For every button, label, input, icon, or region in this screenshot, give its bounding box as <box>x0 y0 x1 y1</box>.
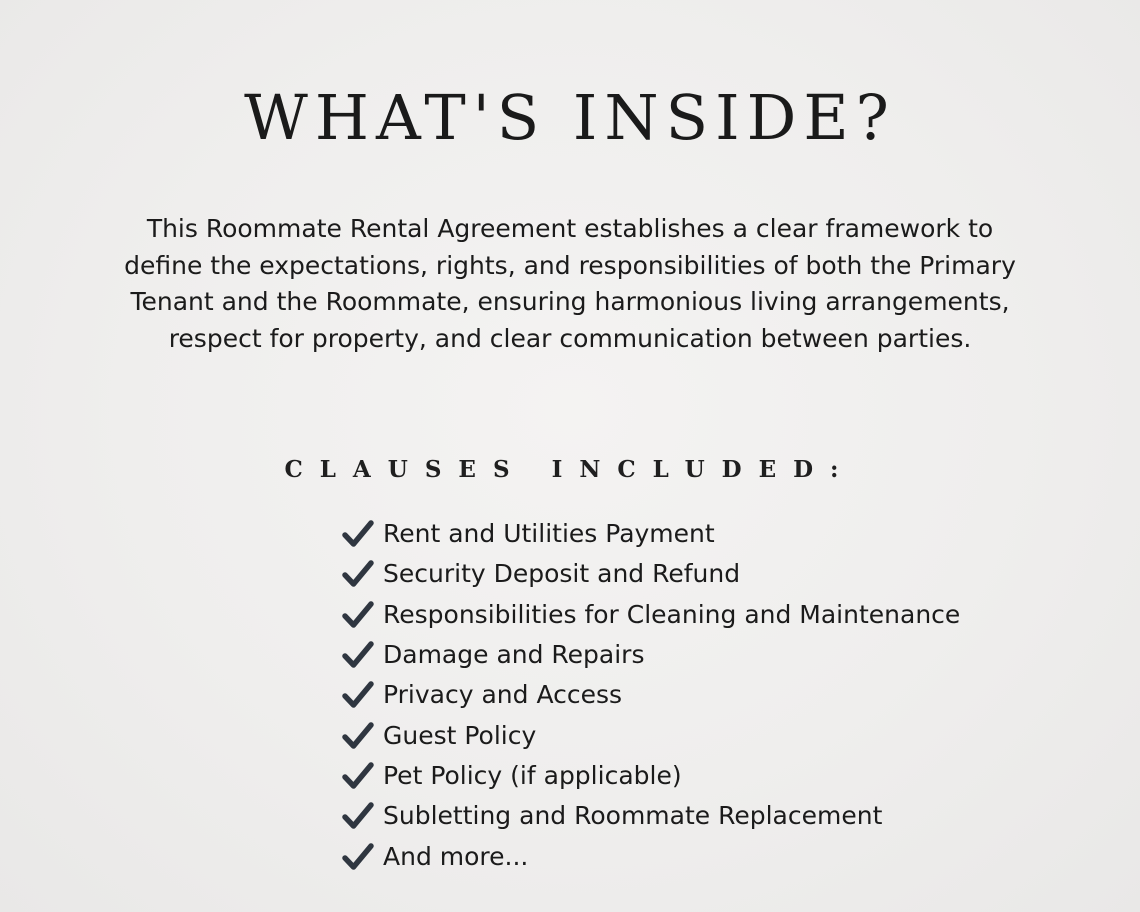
checkmark-icon <box>342 802 374 830</box>
checkmark-icon <box>342 601 374 629</box>
list-item <box>342 554 960 594</box>
clause-label: Rent and Utilities Payment <box>383 519 715 549</box>
list-item <box>342 675 960 715</box>
list-item <box>342 756 960 796</box>
checkmark-icon <box>342 520 374 548</box>
clause-label: Guest Policy <box>383 720 537 750</box>
list-item <box>342 836 960 876</box>
clause-label: Responsibilities for Cleaning and Maintenance <box>383 599 961 629</box>
clause-label: Pet Policy (if applicable) <box>383 760 682 790</box>
clauses-list <box>342 514 960 877</box>
checkmark-icon <box>342 641 374 669</box>
checkmark-icon <box>342 722 374 750</box>
list-item <box>342 715 960 755</box>
clause-label: Security Deposit and Refund <box>383 559 741 589</box>
checkmark-icon <box>342 681 374 709</box>
list-item <box>342 514 960 554</box>
list-item <box>342 796 960 836</box>
list-item <box>342 635 960 675</box>
clause-label: And more... <box>383 841 529 871</box>
clause-label: Subletting and Roommate Replacement <box>383 801 883 831</box>
page-title: WHAT'S INSIDE? <box>244 81 896 154</box>
intro-paragraph: This Roommate Rental Agreement establishes a clear framework to define the expectations, rights, and responsibilities of both the Primary Tenant and the Roommate, ensuring harmonious living arrangements, respect for property, and clear communication between parties. <box>124 214 1016 353</box>
checkmark-icon <box>342 560 374 588</box>
clauses-heading: CLAUSES INCLUDED: <box>284 456 856 483</box>
checkmark-icon <box>342 762 374 790</box>
list-item <box>342 595 960 635</box>
clause-label: Damage and Repairs <box>383 640 645 670</box>
clause-label: Privacy and Access <box>383 680 623 710</box>
checkmark-icon <box>342 843 374 871</box>
